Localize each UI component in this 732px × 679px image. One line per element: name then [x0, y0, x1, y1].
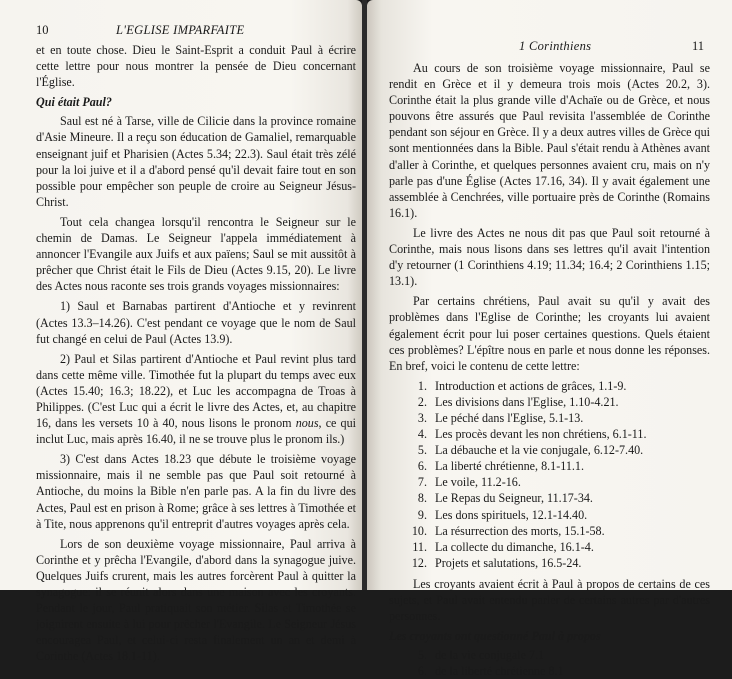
- list-item: 7. Le voile, 11.2-16.: [417, 475, 521, 490]
- list-item: 12. Projets et salutations, 16.5-24.: [411, 555, 582, 570]
- right-page: [367, 0, 732, 679]
- voyage-2-emphasis: nous: [295, 416, 319, 431]
- running-title-right: 1 Corinthiens: [519, 39, 592, 53]
- right-running-head: [389, 38, 710, 56]
- paragraph-saul: Saul est né à Tarse, ville de Cilicie dans la province romaine d'Asie Mineure. Il a reçu son éducation de Gamaliel, remarquable enseignant juif et Pharisien (Actes 5.34; 22.3). Saul était très zélé pour la loi juive et il a d'abord pensé qu'il devait faire tout en son possible pour empêcher son peuple de croire au Seigneur Jésus-Christ.: [36, 114, 356, 209]
- left-running-head: [36, 22, 356, 40]
- paragraph-croyants: Les croyants avaient écrit à Paul à propos de certains de ces sujets, et Paul avait entendu parler de certains autres par d'autres personnes.: [389, 576, 710, 624]
- list-item: 2. Les divisions dans l'Eglise, 1.10-4.21.: [417, 394, 619, 409]
- paragraph-voyage-3: 3) C'est dans Actes 18.23 que débute le troisième voyage missionnaire, mais il ne semble pas que Paul soit retourné à Antioche, du moins la Bible n'en parle pas. A la fin du livre des Actes, Paul est en prison à Rome; grâce à ses lettres à Timothée et à Tite, nous apprenons qu'il entreprit d'autres voyages après cela.: [36, 452, 356, 531]
- page-number-left: 10: [36, 23, 49, 37]
- voyage-2-text-b: , ce qui inclut Luc, mais après 16.40, il ne se trouve plus le pronom ils.): [36, 416, 357, 447]
- subheading-questions: Les croyants ont questionné Paul à propos: [389, 629, 601, 644]
- paragraph-problemes: Par certains chrétiens, Paul avait su qu'il y avait des problèmes dans l'Eglise de Corinthe; les croyants lui avaient également écrit pour lui poser certaines questions. Quels étaient ces problèmes? L'épître nous en parle et nous donne les réponses. En bref, voici le contenu de cette lettre:: [389, 294, 710, 373]
- list-item: 4. Les procès devant les non chrétiens, 6.1-11.: [417, 427, 647, 442]
- page-number-right: 11: [691, 39, 704, 53]
- list-item: 6. de la liberté chrétienne 8.1: [417, 664, 564, 679]
- paragraph-intro: et en toute chose. Dieu le Saint-Esprit a conduit Paul à écrire cette lettre pour nous montrer la pensée de Dieu concernant l'Église.: [36, 43, 356, 90]
- paragraph-voyage-1: 1) Saul et Barnabas partirent d'Antioche et y revinrent (Actes 13.3–14.26). C'est pendant ce voyage que le nom de Saul fut changé en celui de Paul (Actes 13.9).: [36, 299, 356, 346]
- list-item: 6. La liberté chrétienne, 8.1-11.1.: [417, 459, 584, 474]
- voyage-2-text-a: 2) Paul et Silas partirent d'Antioche et Paul revint plus tard dans cette même ville. Timothée fut la plupart du temps avec eux (Actes 15.40; 16.3; 18.22), et Luc les accompagna de Troas à Philippes. (C'est Luc qui a écrit le livre des Actes, et, au chapitre 16, dans les versets 10 à 40, nous lisons le pronom: [36, 351, 356, 431]
- list-item: 10. La résurrection des morts, 15.1-58.: [411, 523, 605, 538]
- list-item: 3. Le péché dans l'Eglise, 5.1-13.: [417, 410, 584, 425]
- paragraph-corinthe: Lors de son deuxième voyage missionnaire, Paul arriva à Corinthe et y prêcha l'Evangile, d'abord dans la synagogue juive. Quelques Juifs crurent, mais les autres forcèrent Paul à quitter la synagogue: il se réunit alors dans une maison avec les croyants. Pendant le jour, Paul pratiquait son métier. Silas et Timothée se joignirent ensuite à lui pour prêcher l'Evangile. Le Seigneur Jésus encouragea Paul, et celui-ci resta finalement un an et demi à Corinthe (Actes 18.1-11).: [36, 536, 356, 664]
- list-item: 8. Le Repas du Seigneur, 11.17-34.: [417, 491, 593, 506]
- left-page: [0, 0, 362, 664]
- questions-list: [389, 647, 710, 679]
- paragraph-damas: Tout cela changea lorsqu'il rencontra le Seigneur sur le chemin de Damas. Le Seigneur l'appela immédiatement à annoncer l'Evangile aux Juifs et aux païens; Saul se mit aussitôt à prêcher que Christ était le Fils de Dieu (Actes 9.15, 20). Le livre des Actes nous raconte ses trois grands voyages missionnaires:: [36, 214, 356, 294]
- list-item: 9. Les dons spirituels, 12.1-14.40.: [417, 507, 588, 522]
- list-item: 5. de la vie conjugale 7.1: [417, 648, 545, 663]
- paragraph-livre-actes: Le livre des Actes ne nous dit pas que Paul soit retourné à Corinthe, mais nous lisons dans ses lettres qu'il avait l'intention d'y retourner (1 Corinthiens 4.19; 11.34; 16.4; 2 Corinthiens 1.15; 13.1).: [389, 225, 710, 289]
- subheading-qui-etait-paul: Qui était Paul?: [36, 95, 112, 110]
- paragraph-voyage-2: [36, 351, 356, 448]
- list-item: 5. La débauche et la vie conjugale, 6.12-7.40.: [417, 443, 644, 458]
- contents-list: [389, 378, 710, 571]
- running-title-left: L'EGLISE IMPARFAITE: [116, 23, 245, 37]
- list-item: 1. Introduction et actions de grâces, 1.1-9.: [417, 378, 627, 393]
- list-item: 11. La collecte du dimanche, 16.1-4.: [412, 539, 594, 554]
- paragraph-troisieme-voyage: Au cours de son troisième voyage missionnaire, Paul se rendit en Grèce et il y demeura trois mois (Actes 20.2, 3). Corinthe était la plus grande ville d'Achaïe ou de Grèce, et nous pouvons être assurés que Paul revisita l'assemblée de Corinthe pendant son séjour en Grèce. Il y a deux autres villes de Grèce qui sont mentionnées dans la Bible. Paul s'était rendu à Athènes avant d'aller à Corinthe, et quelques personnes avaient cru, mais on n'y parle pas d'une Église (Actes 17.16, 34). Il y avait également une assemblée à Cenchrées, ville portuaire près de Corinthe (Romains 16.1).: [389, 61, 710, 220]
